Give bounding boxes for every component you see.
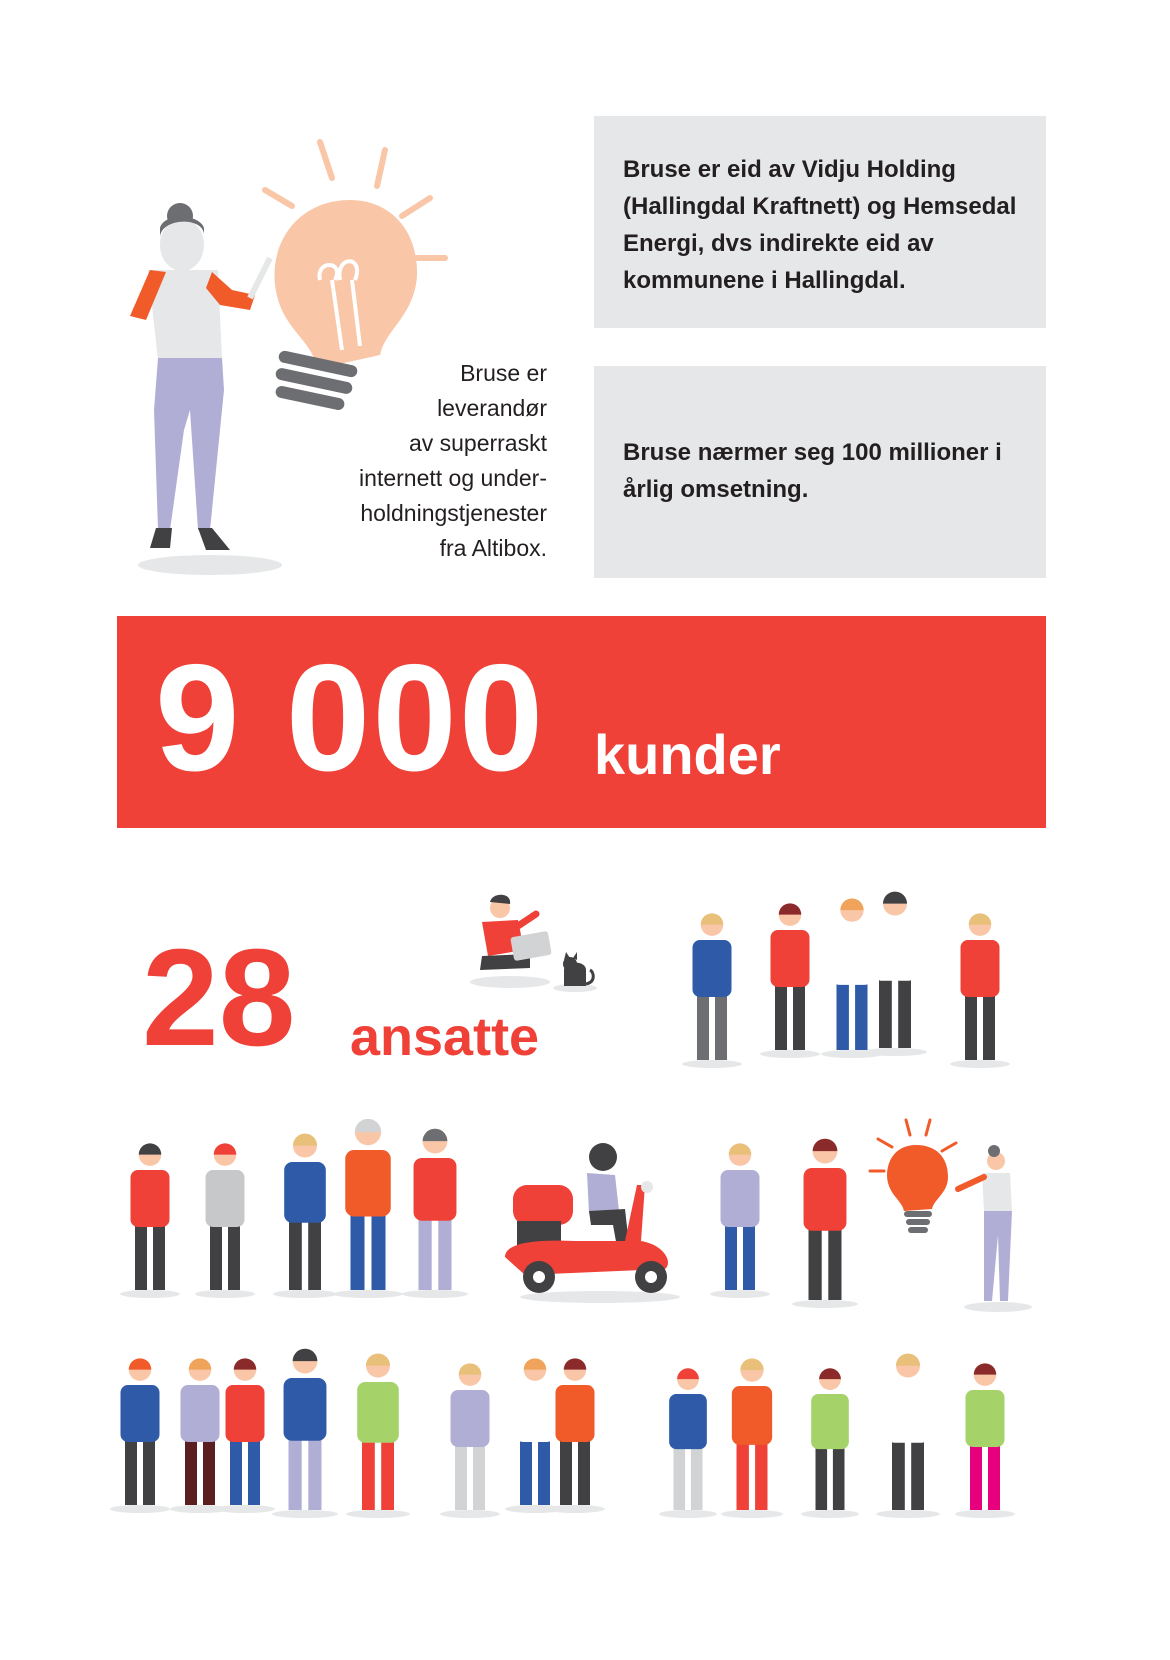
person-figure — [876, 1354, 940, 1518]
person-figure — [710, 1143, 770, 1298]
person-figure — [721, 1358, 783, 1518]
scooter-delivery-illustration — [505, 1145, 685, 1305]
person-figure — [195, 1143, 255, 1298]
person-figure — [120, 1143, 180, 1298]
person-figure — [215, 1358, 275, 1513]
employees-label: ansatte — [350, 1007, 540, 1067]
person-figure — [110, 1358, 170, 1513]
person-figure — [821, 898, 883, 1058]
person-figure — [682, 913, 742, 1068]
person-figure — [760, 903, 820, 1058]
person-figure — [402, 1129, 468, 1298]
person-figure — [273, 1134, 337, 1298]
intro-text: Bruse er leverandør av superraskt internett og under- holdningstjenester fra Altibox. — [359, 360, 547, 561]
person-figure — [792, 1139, 858, 1308]
person-figure — [333, 1119, 403, 1298]
person-figure — [659, 1368, 717, 1518]
person-figure — [440, 1363, 500, 1518]
small-lightbulb-illustration — [868, 1115, 1048, 1315]
person-figure — [170, 1358, 230, 1513]
customers-number: 9 000 — [155, 633, 546, 803]
ownership-text: Bruse er eid av Vidju Holding (Hallingdal Kraftnett) og Hemsedal Energi, dvs indirekte eid av kommunene i Hallingdal. — [623, 156, 1017, 294]
person-figure — [955, 1363, 1015, 1518]
person-figure — [272, 1349, 338, 1518]
employees-number: 28 — [142, 921, 296, 1075]
person-figure — [863, 892, 927, 1056]
person-figure — [801, 1368, 859, 1518]
person-figure — [950, 913, 1010, 1068]
revenue-text: Bruse nærmer seg 100 millioner i årlig omsetning. — [623, 439, 1002, 503]
person-figure — [346, 1354, 410, 1518]
customers-label: kunder — [594, 723, 781, 786]
